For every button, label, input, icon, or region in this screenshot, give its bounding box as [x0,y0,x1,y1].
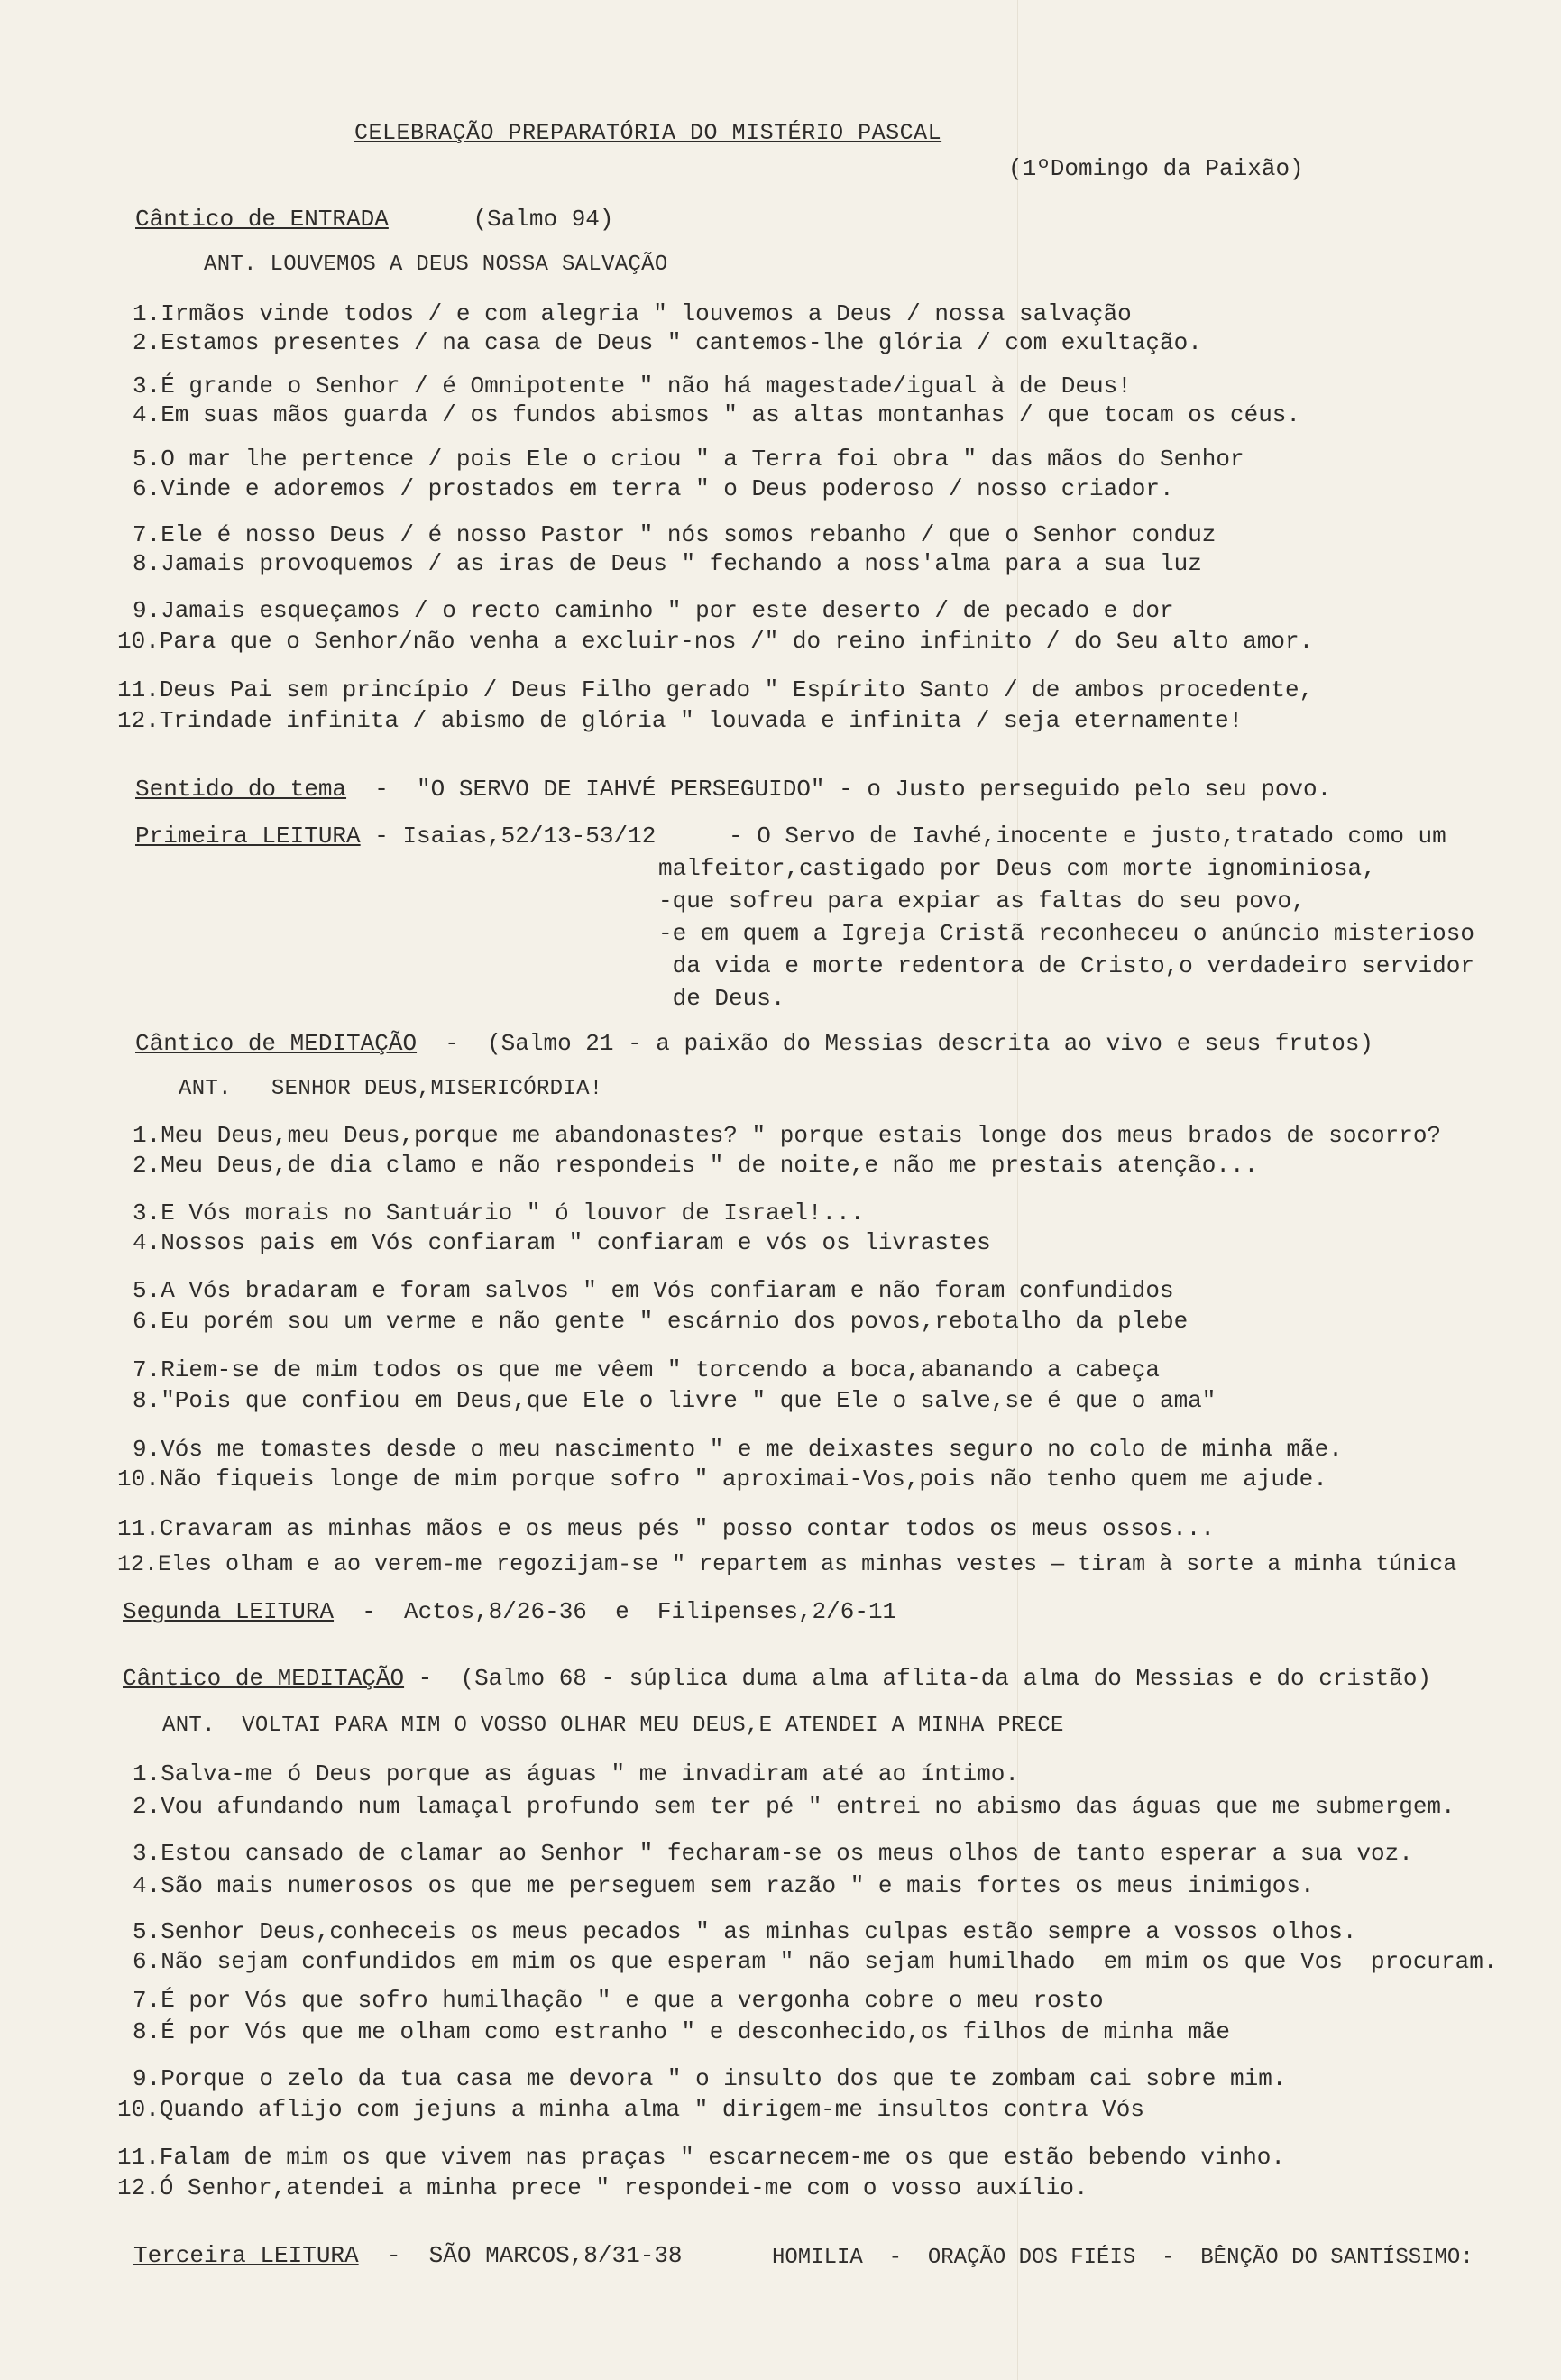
meditacao1-verse: 7.Riem-se de mim todos os que me vêem " torcendo a boca,abanando a cabeça [133,1356,1160,1383]
meditacao2-verse: 9.Porque o zelo da tua casa me devora " o insulto dos que te zombam cai sobre mim. [133,2065,1287,2092]
meditacao1-verse: 1.Meu Deus,meu Deus,porque me abandonastes? " porque estais longe dos meus brados de socorro? [133,1122,1442,1149]
document-subtitle: (1ºDomingo da Paixão) [1008,155,1304,182]
entrada-verse: 4.Em suas mãos guarda / os fundos abismos " as altas montanhas / que tocam os céus. [133,401,1301,428]
primeira-summary-line: -e em quem a Igreja Cristã reconheceu o anúncio misterioso [658,920,1474,947]
meditacao2-verse: 6.Não sejam confundidos em mim os que esperam " não sejam humilhado em mim os que Vos procuram. [133,1948,1498,1975]
entrada-verse: 11.Deus Pai sem princípio / Deus Filho gerado " Espírito Santo / de ambos procedente, [117,676,1314,703]
primeira-summary-line: de Deus. [658,985,785,1012]
entrada-heading [135,206,614,233]
entrada-verse: 6.Vinde e adoremos / prostados em terra " o Deus poderoso / nosso criador. [133,475,1174,502]
meditacao1-verse: 12.Eles olham e ao verem-me regozijam-se " repartem as minhas vestes — tiram à sorte a minha túnica [117,1551,1457,1577]
primeira-summary-line: da vida e morte redentora de Cristo,o verdadeiro servidor [658,952,1474,979]
terceira-label: Terceira LEITURA [133,2242,359,2269]
meditacao1-psalm: - (Salmo 21 - a paixão do Messias descrita ao vivo e seus frutos) [417,1030,1374,1057]
entrada-verse: 12.Trindade infinita / abismo de glória " louvada e infinita / seja eternamente! [117,707,1244,734]
entrada-verse: 9.Jamais esqueçamos / o recto caminho " por este deserto / de pecado e dor [133,597,1174,624]
segunda-label: Segunda LEITURA [123,1598,335,1625]
meditacao2-verse: 2.Vou afundando num lamaçal profundo sem ter pé " entrei no abismo das águas que me submergem. [133,1793,1455,1820]
primeira-label: Primeira LEITURA [135,822,361,850]
entrada-verse: 1.Irmãos vinde todos / e com alegria " louvemos a Deus / nossa salvação [133,300,1132,327]
meditacao2-verse: 12.Ó Senhor,atendei a minha prece " respondei-me com o vosso auxílio. [117,2174,1088,2201]
meditacao2-verse: 11.Falam de mim os que vivem nas praças " escarnecem-me os que estão bebendo vinho. [117,2144,1286,2171]
meditacao2-antiphon: ANT. VOLTAI PARA MIM O VOSSO OLHAR MEU DEUS,E ATENDEI A MINHA PRECE [162,1714,1064,1738]
meditacao1-verse: 4.Nossos pais em Vós confiaram " confiaram e vós os livrastes [133,1229,991,1256]
entrada-verse: 5.O mar lhe pertence / pois Ele o criou " a Terra foi obra " das mãos do Senhor [133,446,1244,473]
meditacao2-verse: 3.Estou cansado de clamar ao Senhor " fecharam-se os meus olhos de tanto esperar a sua voz. [133,1840,1413,1867]
meditacao2-verse: 1.Salva-me ó Deus porque as águas " me invadiram até ao íntimo. [133,1760,1019,1787]
meditacao1-verse: 8."Pois que confiou em Deus,que Ele o livre " que Ele o salve,se é que o ama" [133,1387,1217,1414]
entrada-verse: 10.Para que o Senhor/não venha a excluir-nos /" do reino infinito / do Seu alto amor. [117,628,1314,655]
meditacao2-verse: 10.Quando aflijo com jejuns a minha alma " dirigem-me insultos contra Vós [117,2096,1144,2123]
meditacao2-heading-label: Cântico de MEDITAÇÃO [123,1665,405,1692]
segunda-ref: - Actos,8/26-36 e Filipenses,2/6-11 [334,1598,897,1625]
meditacao1-antiphon: ANT. SENHOR DEUS,MISERICÓRDIA! [179,1077,603,1101]
meditacao2-verse: 5.Senhor Deus,conheceis os meus pecados " as minhas culpas estão sempre a vossos olhos. [133,1918,1357,1945]
terceira-line [133,2242,683,2269]
meditacao1-verse: 11.Cravaram as minhas mãos e os meus pés " posso contar todos os meus ossos... [117,1515,1215,1542]
meditacao2-verse: 7.É por Vós que sofro humilhação " e que a vergonha cobre o meu rosto [133,1987,1104,2014]
closing-line: HOMILIA - ORAÇÃO DOS FIÉIS - BÊNÇÃO DO SANTÍSSIMO: [772,2246,1474,2270]
entrada-verse: 8.Jamais provoquemos / as iras de Deus " fechando a noss'alma para a sua luz [133,550,1202,577]
entrada-antiphon: ANT. LOUVEMOS A DEUS NOSSA SALVAÇÃO [204,253,668,277]
sentido-label: Sentido do tema [135,776,347,803]
segunda-line [123,1598,896,1625]
entrada-heading-label: Cântico de ENTRADA [135,206,389,233]
meditacao1-verse: 6.Eu porém sou um verme e não gente " escárnio dos povos,rebotalho da plebe [133,1308,1189,1335]
primeira-summary-line: - O Servo de Iavhé,inocente e justo,tratado como um [729,822,1446,850]
meditacao1-verse: 3.E Vós morais no Santuário " ó louvor de Israel!... [133,1199,865,1227]
meditacao1-verse: 2.Meu Deus,de dia clamo e não respondeis " de noite,e não me prestais atenção... [133,1152,1259,1179]
primeira-line [135,822,656,850]
terceira-ref: - SÃO MARCOS,8/31-38 [358,2242,683,2269]
meditacao1-heading-label: Cântico de MEDITAÇÃO [135,1030,418,1057]
entrada-verse: 7.Ele é nosso Deus / é nosso Pastor " nós somos rebanho / que o Senhor conduz [133,521,1217,548]
sentido-text: - "O SERVO DE IAHVÉ PERSEGUIDO" - o Justo perseguido pelo seu povo. [346,776,1332,803]
entrada-verse: 2.Estamos presentes / na casa de Deus " cantemos-lhe glória / com exultação. [133,329,1202,356]
meditacao2-verse: 4.São mais numerosos os que me perseguem sem razão " e mais fortes os meus inimigos. [133,1872,1315,1899]
meditacao2-heading [123,1665,1431,1692]
document-title: CELEBRAÇÃO PREPARATÓRIA DO MISTÉRIO PASCAL [354,120,942,146]
sentido-line [135,776,1331,803]
primeira-ref: - Isaias,52/13-53/12 [360,822,657,850]
meditacao1-verse: 10.Não fiqueis longe de mim porque sofro " aproximai-Vos,pois não tenho quem me ajude. [117,1466,1327,1493]
meditacao2-psalm: - (Salmo 68 - súplica duma alma aflita-da alma do Messias e do cristão) [404,1665,1432,1692]
primeira-summary-line: -que sofreu para expiar as faltas do seu povo, [658,887,1306,914]
primeira-summary-line: malfeitor,castigado por Deus com morte ignominiosa, [658,855,1376,882]
entrada-verse: 3.É grande o Senhor / é Omnipotente " não há magestade/igual à de Deus! [133,372,1132,400]
meditacao1-verse: 5.A Vós bradaram e foram salvos " em Vós confiaram e não foram confundidos [133,1277,1174,1304]
meditacao1-heading [135,1030,1373,1057]
meditacao2-verse: 8.É por Vós que me olham como estranho " e desconhecido,os filhos de minha mãe [133,2018,1230,2045]
meditacao1-verse: 9.Vós me tomastes desde o meu nascimento " e me deixastes seguro no colo de minha mãe. [133,1436,1343,1463]
entrada-psalm: (Salmo 94) [473,206,614,233]
